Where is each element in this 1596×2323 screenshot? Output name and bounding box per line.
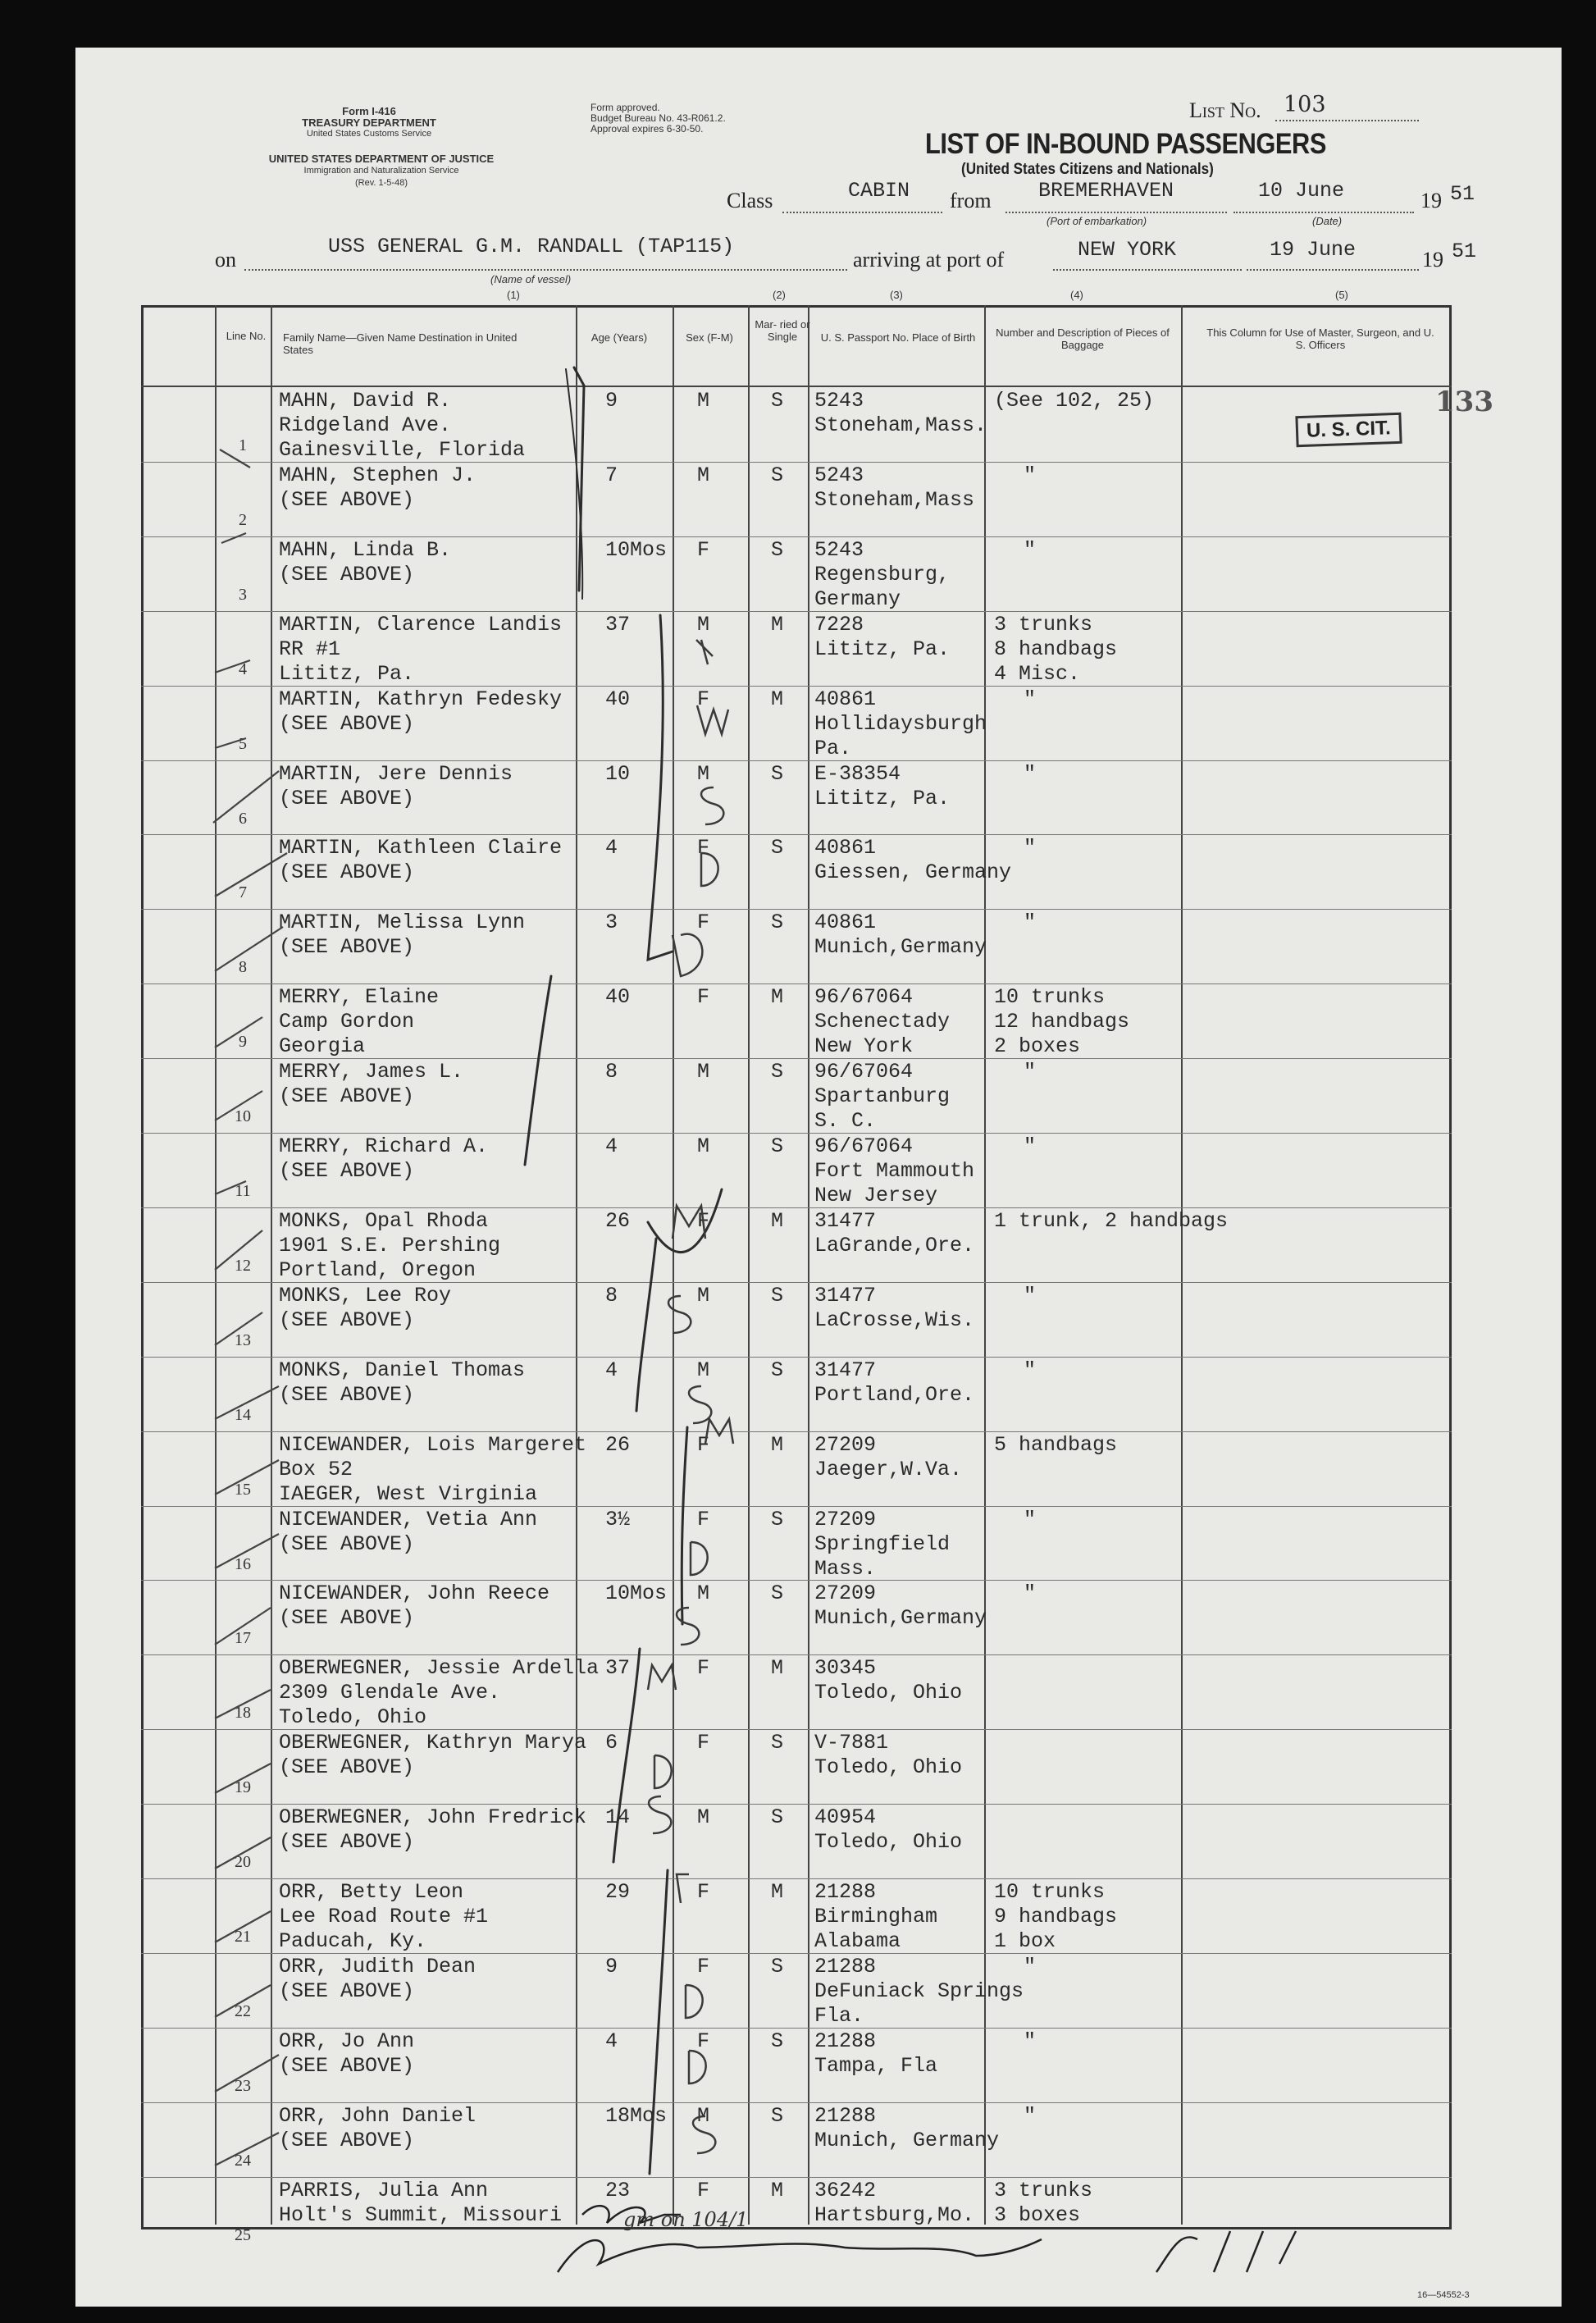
line-number: 4 (239, 659, 247, 678)
passenger-name-line: NICEWANDER, John Reece (279, 1581, 550, 1606)
passport-birthplace-line: Springfield (814, 1531, 951, 1556)
line-number: 21 (235, 1928, 251, 1946)
passport-birthplace-line: 96/67064 (814, 1060, 914, 1084)
passport-birthplace-line: 27209 (814, 1507, 877, 1531)
passport-birthplace-line: 21288 (814, 2029, 877, 2053)
passenger-name-line: Toledo, Ohio (279, 1705, 427, 1730)
baggage-line: " (1024, 1060, 1037, 1084)
baggage-line: 5 handbags (994, 1432, 1118, 1457)
passenger-name-line: MONKS, Opal Rhoda (279, 1208, 489, 1233)
passenger-name-line: Gainesville, Florida (279, 438, 526, 462)
passport-birthplace-line: Munich,Germany (814, 935, 987, 960)
marital-status: S (771, 463, 784, 487)
marital-status: S (771, 1060, 784, 1084)
baggage-line: (See 102, 25) (994, 389, 1155, 413)
passport-birthplace-line: DeFuniack Springs (814, 1978, 1024, 2003)
baggage-line: 10 trunks (994, 985, 1106, 1010)
passenger-name-line: (SEE ABOVE) (279, 562, 415, 586)
baggage-line: 2 boxes (994, 1034, 1081, 1059)
passenger-name-line: MAHN, Stephen J. (279, 463, 477, 487)
passenger-age: 29 (605, 1880, 631, 1904)
line-number: 20 (235, 1853, 251, 1872)
date-caption: (Date) (1312, 215, 1343, 227)
passenger-age: 6 (605, 1731, 618, 1755)
passenger-age: 4 (605, 2029, 618, 2053)
marital-status: S (771, 2029, 784, 2053)
line-number: 25 (235, 2225, 251, 2244)
document-title: LIST OF IN-BOUND PASSENGERS (925, 128, 1326, 160)
col-num-4: (4) (1070, 289, 1083, 301)
baggage-line: 3 boxes (994, 2202, 1081, 2227)
footer-code: 16—54552-3 (1417, 2290, 1470, 2300)
line-number: 5 (239, 734, 247, 753)
passenger-name-line: (SEE ABOVE) (279, 1382, 415, 1407)
passenger-sex: M (697, 1581, 710, 1606)
passenger-sex: F (697, 537, 710, 562)
marital-status: S (771, 1731, 784, 1755)
passenger-name-line: Ridgeland Ave. (279, 413, 452, 437)
passport-birthplace-line: Stoneham,Mass (814, 487, 975, 512)
baggage-line: " (1024, 1581, 1037, 1606)
baggage-line: " (1024, 1507, 1037, 1531)
passport-birthplace-line: Hartsburg,Mo. (814, 2202, 975, 2227)
passport-birthplace-line: Hollidaysburgh (814, 711, 987, 736)
line-number: 18 (235, 1704, 251, 1723)
passenger-name-line: 2309 Glendale Ave. (279, 1681, 501, 1705)
passenger-name-line: MARTIN, Clarence Landis (279, 612, 563, 637)
marital-status: S (771, 389, 784, 413)
passport-birthplace-line: 96/67064 (814, 1134, 914, 1158)
line-number: 23 (235, 2076, 251, 2095)
year-1: 51 (1450, 182, 1475, 206)
treasury-label: TREASURY DEPARTMENT (302, 116, 436, 129)
passenger-sex: F (697, 836, 710, 860)
marital-status: M (771, 1656, 784, 1681)
handwritten-note: gm on 104/1 (623, 2208, 749, 2231)
baggage-line: " (1024, 687, 1037, 711)
passenger-name-line: MAHN, Linda B. (279, 537, 452, 562)
col-num-3: (3) (890, 289, 903, 301)
passenger-sex: F (697, 1507, 710, 1531)
baggage-line: 4 Misc. (994, 661, 1081, 686)
justice-label: UNITED STATES DEPARTMENT OF JUSTICE (268, 153, 495, 165)
passenger-sex: F (697, 1731, 710, 1755)
passenger-name-line: (SEE ABOVE) (279, 2053, 415, 2078)
from-date: 10 June (1258, 179, 1345, 203)
corner-number: 133 (1435, 386, 1493, 418)
passenger-age: 23 (605, 2178, 631, 2202)
passenger-name-line: (SEE ABOVE) (279, 487, 415, 512)
passenger-age: 10Mos (605, 1581, 668, 1606)
passenger-sex: F (697, 1656, 710, 1681)
passenger-sex: M (697, 1134, 710, 1158)
passport-birthplace-line: Toledo, Ohio (814, 1830, 963, 1855)
passenger-sex: F (697, 1954, 710, 1978)
passenger-sex: M (697, 2103, 710, 2128)
line-number: 24 (235, 2151, 251, 2170)
marital-status: M (771, 687, 784, 711)
passenger-name-line: Georgia (279, 1034, 366, 1059)
passenger-name-line: RR #1 (279, 637, 341, 661)
baggage-line: " (1024, 1954, 1037, 1978)
passport-birthplace-line: 31477 (814, 1283, 877, 1308)
passport-birthplace-line: E-38354 (814, 761, 901, 786)
marital-status: S (771, 1358, 784, 1382)
class-value: CABIN (848, 179, 910, 203)
passenger-sex: M (697, 761, 710, 786)
passenger-age: 37 (605, 1656, 631, 1681)
passenger-age: 10Mos (605, 537, 668, 562)
col-num-5: (5) (1335, 289, 1348, 301)
passport-birthplace-line: 30345 (814, 1656, 877, 1681)
line-number: 2 (239, 510, 247, 529)
line-number: 3 (239, 585, 247, 604)
passport-birthplace-line: 5243 (814, 389, 864, 413)
passport-birthplace-line: 21288 (814, 1880, 877, 1904)
passenger-name-line: MERRY, Elaine (279, 985, 440, 1010)
passport-birthplace-line: 7228 (814, 612, 864, 637)
passport-birthplace-line: New Jersey (814, 1184, 938, 1207)
passport-birthplace-line: 21288 (814, 2103, 877, 2128)
baggage-line: " (1024, 761, 1037, 786)
passenger-age: 3 (605, 910, 618, 935)
baggage-line: " (1024, 537, 1037, 562)
passport-birthplace-line: 31477 (814, 1208, 877, 1233)
passenger-name-line: (SEE ABOVE) (279, 1606, 415, 1631)
passenger-sex: F (697, 985, 710, 1010)
passport-birthplace-line: Pa. (814, 736, 852, 760)
arrival-date: 19 June (1270, 238, 1357, 262)
passenger-sex: M (697, 1805, 710, 1830)
passenger-age: 10 (605, 761, 631, 786)
passenger-name-line: Camp Gordon (279, 1010, 415, 1034)
passenger-name-line: (SEE ABOVE) (279, 1830, 415, 1855)
passenger-name-line: (SEE ABOVE) (279, 860, 415, 885)
list-number: 103 (1284, 92, 1326, 117)
line-number: 19 (235, 1778, 251, 1797)
passenger-name-line: MARTIN, Jere Dennis (279, 761, 513, 786)
col-sex-header: Sex (F-M) (686, 331, 733, 344)
passenger-sex: F (697, 2178, 710, 2202)
marital-status: S (771, 1134, 784, 1158)
passenger-name-line: ORR, Betty Leon (279, 1880, 464, 1904)
passport-birthplace-line: Mass. (814, 1556, 877, 1581)
marital-status: S (771, 2103, 784, 2128)
passenger-age: 3½ (605, 1507, 631, 1531)
baggage-line: 1 box (994, 1929, 1056, 1953)
line-number: 13 (235, 1330, 251, 1349)
passport-birthplace-line: Munich,Germany (814, 1606, 987, 1631)
passport-birthplace-line: 36242 (814, 2178, 877, 2202)
passenger-sex: M (697, 612, 710, 637)
passenger-age: 9 (605, 389, 618, 413)
passport-birthplace-line: Lititz, Pa. (814, 786, 951, 810)
passenger-name-line: NICEWANDER, Lois Margeret (279, 1432, 587, 1457)
col-num-2: (2) (773, 289, 786, 301)
passenger-sex: M (697, 1060, 710, 1084)
passenger-sex: M (697, 1283, 710, 1308)
passenger-age: 14 (605, 1805, 631, 1830)
passenger-name-line: (SEE ABOVE) (279, 1308, 415, 1332)
col-num-1: (1) (507, 289, 520, 301)
passenger-name-line: Holt's Summit, Missouri (279, 2202, 563, 2227)
passport-birthplace-line: Germany (814, 586, 901, 611)
on-label: on (215, 248, 236, 272)
baggage-line: " (1024, 836, 1037, 860)
passenger-name-line: (SEE ABOVE) (279, 1159, 415, 1183)
passport-birthplace-line: Schenectady (814, 1010, 951, 1034)
passport-birthplace-line: 27209 (814, 1432, 877, 1457)
marital-status: S (771, 1283, 784, 1308)
passport-birthplace-line: Toledo, Ohio (814, 1755, 963, 1780)
passport-birthplace-line: 40954 (814, 1805, 877, 1830)
col-passport-header: U. S. Passport No. Place of Birth (820, 331, 976, 344)
col-age-header: Age (Years) (591, 331, 648, 344)
col-line-header: Line No. (226, 330, 267, 342)
baggage-line: " (1024, 1358, 1037, 1382)
line-number: 1 (239, 436, 247, 454)
marital-status: M (771, 2178, 784, 2202)
passenger-sex: F (697, 1880, 710, 1904)
passenger-sex: M (697, 463, 710, 487)
passport-birthplace-line: Lititz, Pa. (814, 637, 951, 661)
marital-status: M (771, 612, 784, 637)
passenger-age: 18Mos (605, 2103, 668, 2128)
marital-status: S (771, 836, 784, 860)
passport-birthplace-line: Toledo, Ohio (814, 1681, 963, 1705)
passenger-sex: F (697, 687, 710, 711)
passport-birthplace-line: Birmingham (814, 1905, 938, 1928)
passenger-name-line: (SEE ABOVE) (279, 1755, 415, 1780)
baggage-line: 9 handbags (994, 1905, 1118, 1928)
passenger-age: 8 (605, 1283, 618, 1308)
arriving-label: arriving at port of (853, 248, 1005, 272)
year-2: 51 (1452, 240, 1477, 263)
baggage-line: 3 trunks (994, 2178, 1093, 2202)
passenger-age: 4 (605, 836, 618, 860)
baggage-line: 3 trunks (994, 612, 1093, 637)
approval-line-1: Form approved. (591, 102, 660, 113)
passenger-age: 9 (605, 1954, 618, 1978)
passport-birthplace-line: 40861 (814, 687, 877, 711)
passenger-age: 4 (605, 1134, 618, 1158)
passport-birthplace-line: V-7881 (814, 1731, 889, 1755)
baggage-line: " (1024, 1283, 1037, 1308)
passenger-name-line: (SEE ABOVE) (279, 1978, 415, 2003)
year-prefix-1: 19 (1420, 189, 1442, 212)
marital-status: S (771, 537, 784, 562)
marital-status: S (771, 1805, 784, 1830)
passenger-name-line: OBERWEGNER, John Fredrick (279, 1805, 587, 1830)
passport-birthplace-line: 21288 (814, 1954, 877, 1978)
passenger-name-line: MARTIN, Melissa Lynn (279, 910, 526, 935)
approval-line-3: Approval expires 6-30-50. (591, 123, 704, 135)
passenger-sex: M (697, 389, 710, 413)
passport-birthplace-line: Jaeger,W.Va. (814, 1457, 963, 1481)
passport-birthplace-line: Fla. (814, 2003, 864, 2028)
passenger-name-line: MONKS, Daniel Thomas (279, 1358, 526, 1382)
passenger-name-line: (SEE ABOVE) (279, 786, 415, 810)
col-name-header: Family Name—Given Name Destination in United States (283, 331, 518, 356)
document-subtitle: (United States Citizens and Nationals) (961, 161, 1214, 178)
marital-status: S (771, 910, 784, 935)
passenger-name-line: ORR, Jo Ann (279, 2029, 415, 2053)
passenger-name-line: PARRIS, Julia Ann (279, 2178, 489, 2202)
marital-status: S (771, 1581, 784, 1606)
passenger-name-line: MARTIN, Kathryn Fedesky (279, 687, 563, 711)
passport-birthplace-line: Giessen, Germany (814, 860, 1012, 885)
baggage-line: " (1024, 1134, 1037, 1158)
line-number: 11 (235, 1182, 251, 1200)
baggage-line: " (1024, 2029, 1037, 2053)
passenger-name-line: (SEE ABOVE) (279, 1084, 415, 1109)
passenger-age: 4 (605, 1358, 618, 1382)
passenger-name-line: (SEE ABOVE) (279, 1531, 415, 1556)
passenger-name-line: ORR, Judith Dean (279, 1954, 477, 1978)
passenger-name-line: (SEE ABOVE) (279, 2128, 415, 2152)
passenger-sex: F (697, 910, 710, 935)
passport-birthplace-line: 31477 (814, 1358, 877, 1382)
passport-birthplace-line: Alabama (814, 1929, 901, 1953)
passenger-age: 37 (605, 612, 631, 637)
passport-birthplace-line: LaCrosse,Wis. (814, 1308, 975, 1332)
marital-status: S (771, 761, 784, 786)
passport-birthplace-line: Fort Mammouth (814, 1159, 975, 1183)
passenger-sex: F (697, 1208, 710, 1233)
passenger-sex: F (697, 1432, 710, 1457)
marital-status: M (771, 985, 784, 1010)
passport-birthplace-line: Stoneham,Mass. (814, 413, 987, 437)
line-number: 22 (235, 2001, 251, 2020)
col-baggage-header: Number and Description of Pieces of Baggage (996, 326, 1170, 351)
arrival-port: NEW YORK (1078, 238, 1177, 262)
marital-status: S (771, 1954, 784, 1978)
baggage-line: 1 trunk, 2 handbags (994, 1208, 1229, 1233)
vessel-name: USS GENERAL G.M. RANDALL (TAP115) (328, 235, 735, 258)
form-number: Form I-416 (342, 105, 396, 117)
baggage-line: 8 handbags (994, 637, 1118, 661)
line-number: 10 (235, 1107, 251, 1126)
passenger-name-line: MONKS, Lee Roy (279, 1283, 452, 1308)
marital-status: M (771, 1880, 784, 1904)
passport-birthplace-line: Regensburg, (814, 562, 951, 586)
passenger-name-line: (SEE ABOVE) (279, 711, 415, 736)
passport-birthplace-line: 27209 (814, 1581, 877, 1606)
passport-birthplace-line: 5243 (814, 463, 864, 487)
passenger-age: 26 (605, 1432, 631, 1457)
passenger-name-line: Paducah, Ky. (279, 1929, 427, 1953)
line-number: 16 (235, 1554, 251, 1573)
passenger-name-line: MERRY, James L. (279, 1060, 464, 1084)
marital-status: M (771, 1208, 784, 1233)
passenger-age: 8 (605, 1060, 618, 1084)
passenger-name-line: MARTIN, Kathleen Claire (279, 836, 563, 860)
passenger-name-line: (SEE ABOVE) (279, 935, 415, 960)
port-embark-caption: (Port of embarkation) (1047, 215, 1147, 227)
line-number: 15 (235, 1480, 251, 1499)
passport-birthplace-line: Spartanburg (814, 1084, 951, 1109)
passport-birthplace-line: LaGrande,Ore. (814, 1233, 975, 1257)
baggage-line: 12 handbags (994, 1010, 1130, 1034)
passport-birthplace-line: 5243 (814, 537, 864, 562)
passenger-age: 7 (605, 463, 618, 487)
line-number: 14 (235, 1405, 251, 1424)
passport-birthplace-line: 40861 (814, 836, 877, 860)
passenger-age: 40 (605, 687, 631, 711)
passport-birthplace-line: Munich, Germany (814, 2128, 1000, 2152)
baggage-line: " (1024, 910, 1037, 935)
list-no-label: List No. (1189, 98, 1261, 122)
passenger-age: 26 (605, 1208, 631, 1233)
vessel-caption: (Name of vessel) (490, 273, 572, 285)
passenger-name-line: Portland, Oregon (279, 1257, 477, 1282)
line-number: 8 (239, 958, 247, 977)
line-number: 12 (235, 1256, 251, 1275)
passenger-name-line: NICEWANDER, Vetia Ann (279, 1507, 538, 1531)
line-number: 9 (239, 1033, 247, 1052)
line-number: 6 (239, 809, 247, 828)
passport-birthplace-line: 96/67064 (814, 985, 914, 1010)
passenger-name-line: Box 52 (279, 1457, 353, 1481)
baggage-line: " (1024, 2103, 1037, 2128)
from-label: from (950, 189, 992, 212)
passenger-name-line: Lee Road Route #1 (279, 1905, 489, 1928)
col-officers-header: This Column for Use of Master, Surgeon, and U. S. Officers (1206, 326, 1434, 351)
col-married-header: Mar- ried or Single (755, 318, 810, 343)
passport-birthplace-line: Portland,Ore. (814, 1382, 975, 1407)
line-number: 17 (235, 1629, 251, 1648)
year-prefix-2: 19 (1422, 248, 1443, 272)
passport-birthplace-line: 40861 (814, 910, 877, 935)
passenger-age: 40 (605, 985, 631, 1010)
passenger-name-line: ORR, John Daniel (279, 2103, 477, 2128)
passenger-name-line: 1901 S.E. Pershing (279, 1233, 501, 1257)
class-label: Class (727, 189, 773, 212)
us-citizen-stamp: U. S. CIT. (1295, 413, 1402, 447)
passenger-name-line: IAEGER, West Virginia (279, 1481, 538, 1506)
passenger-name-line: OBERWEGNER, Kathryn Marya (279, 1731, 587, 1755)
from-port: BREMERHAVEN (1038, 179, 1174, 203)
revision-label: (Rev. 1-5-48) (355, 178, 408, 188)
passenger-name-line: OBERWEGNER, Jessie Ardella (279, 1656, 600, 1681)
passenger-sex: F (697, 2029, 710, 2053)
passenger-name-line: Lititz, Pa. (279, 661, 415, 686)
passport-birthplace-line: New York (814, 1034, 914, 1059)
ins-label: Immigration and Naturalization Service (303, 166, 459, 176)
customs-label: United States Customs Service (306, 129, 432, 139)
marital-status: M (771, 1432, 784, 1457)
passport-birthplace-line: S. C. (814, 1109, 877, 1134)
approval-line-2: Budget Bureau No. 43-R061.2. (591, 112, 726, 124)
baggage-line: " (1024, 463, 1037, 487)
baggage-line: 10 trunks (994, 1880, 1106, 1904)
passenger-name-line: MERRY, Richard A. (279, 1134, 489, 1158)
passenger-sex: M (697, 1358, 710, 1382)
passport-birthplace-line: Tampa, Fla (814, 2053, 938, 2078)
passenger-name-line: MAHN, David R. (279, 389, 452, 413)
marital-status: S (771, 1507, 784, 1531)
line-number: 7 (239, 883, 247, 902)
